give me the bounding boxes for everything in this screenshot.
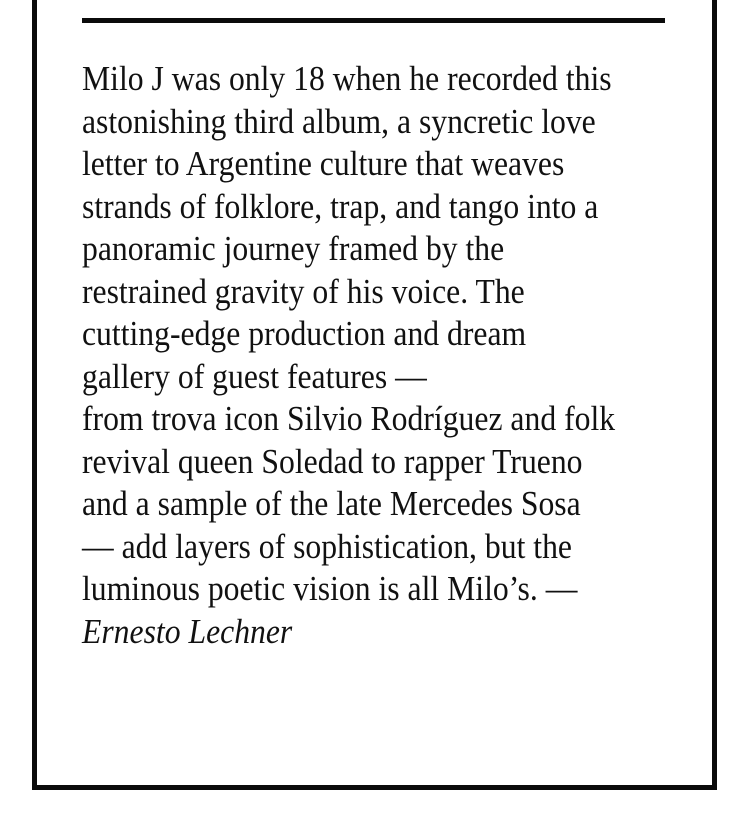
top-rule-divider bbox=[82, 18, 665, 23]
review-line: astonishing third album, a syncretic love bbox=[82, 101, 596, 141]
review-line: gallery of guest features — bbox=[82, 356, 427, 396]
review-line: — add layers of sophistication, but the bbox=[82, 526, 573, 566]
review-line: and a sample of the late Mercedes Sosa bbox=[82, 484, 581, 523]
review-line: revival queen Soledad to rapper Trueno bbox=[82, 441, 583, 481]
review-line: panoramic journey framed by the bbox=[82, 229, 505, 268]
review-line: from trova icon Silvio Rodríguez and folk bbox=[82, 399, 616, 438]
review-text bbox=[82, 58, 745, 653]
review-line: luminous poetic vision is all Milo’s. — bbox=[82, 569, 578, 608]
review-line: cutting-edge production and dream bbox=[82, 314, 527, 353]
review-line: strands of folklore, trap, and tango into a bbox=[82, 186, 599, 226]
review-line: restrained gravity of his voice. The bbox=[82, 271, 525, 311]
review-line: Milo J was only 18 when he recorded this bbox=[82, 59, 612, 98]
review-line: letter to Argentine culture that weaves bbox=[82, 144, 565, 183]
review-author-byline: Ernesto Lechner bbox=[82, 611, 293, 651]
